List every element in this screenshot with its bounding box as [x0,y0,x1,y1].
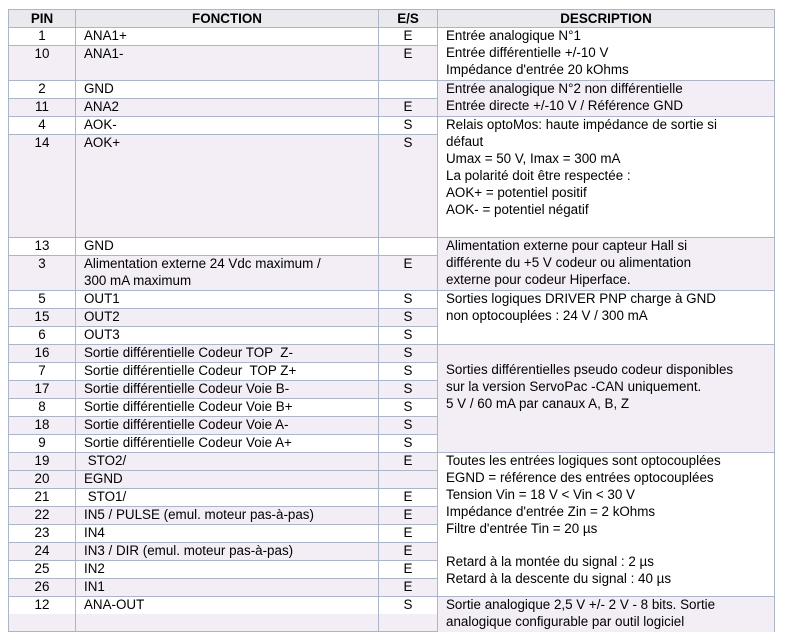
description-line [446,413,774,430]
fonction-cell: OUT2 [76,309,379,327]
pin-cell [9,273,76,291]
es-cell: S [379,309,438,327]
es-cell: S [379,417,438,435]
description-line: AOK- = potentiel négatif [446,201,589,217]
fonction-cell: Sortie différentielle Codeur Voie B+ [76,399,379,417]
description-cell [438,345,775,453]
pin-cell: 15 [9,309,76,327]
description-line: Sorties logiques DRIVER PNP charge à GND [446,291,716,306]
pin-cell: 23 [9,525,76,543]
es-cell: E [379,489,438,507]
header-description: DESCRIPTION [438,10,775,28]
es-cell: S [379,117,438,135]
fonction-cell: Sortie différentielle Codeur Voie A- [76,417,379,435]
fonction-cell: IN2 [76,561,379,579]
es-cell: S [379,381,438,399]
table-row [9,117,775,135]
pin-cell: 4 [9,117,76,135]
description-line: Toutes les entrées logiques sont optocouplées [446,453,721,468]
description-line: défaut [446,133,484,149]
es-cell: E [379,507,438,525]
fonction-cell: Alimentation externe 24 Vdc maximum / [76,256,379,274]
table-row [9,28,775,46]
fonction-cell: IN5 / PULSE (emul. moteur pas-à-pas) [76,507,379,525]
description-line: Alimentation externe pour capteur Hall si [446,238,688,253]
es-cell: S [379,135,438,153]
es-cell: E [379,99,438,117]
description-line: analogique configurable par outil logiciel [446,613,685,629]
description-cell [438,453,775,597]
table-row [9,597,775,615]
fonction-cell: OUT3 [76,327,379,345]
pin-cell: 9 [9,435,76,453]
es-cell: E [379,579,438,597]
fonction-cell [76,186,379,203]
description-line: Entrée directe +/-10 V / Référence GND [446,97,684,113]
fonction-cell: STO2/ [76,453,379,471]
pin-cell [9,152,76,169]
pin-cell: 5 [9,291,76,309]
es-cell [379,169,438,186]
description-line: EGND = référence des entrées optocouplées [446,469,714,485]
pin-cell: 11 [9,99,76,117]
description-cell [438,597,775,632]
table-row [9,291,775,309]
pin-cell: 10 [9,46,76,64]
fonction-cell: AOK+ [76,135,379,153]
description-cell [438,291,775,345]
es-cell: S [379,291,438,309]
pin-cell: 6 [9,327,76,345]
fonction-cell: ANA1+ [76,28,379,46]
es-cell [379,186,438,203]
description-line: Impédance d'entrée 20 kOhms [446,61,629,77]
es-cell [379,203,438,220]
pin-cell: 21 [9,489,76,507]
description-line: AOK+ = potentiel positif [446,184,587,200]
description-line: Sorties différentielles pseudo codeur disponibles [446,361,734,377]
table-row [9,453,775,471]
description-line: Umax = 50 V, Imax = 300 mA [446,150,621,166]
es-cell [379,63,438,81]
fonction-cell: Sortie différentielle Codeur TOP Z- [76,345,379,363]
pin-cell [9,203,76,220]
es-cell [379,220,438,238]
fonction-cell: EGND [76,471,379,489]
fonction-cell: GND [76,81,379,99]
pin-cell: 17 [9,381,76,399]
fonction-cell: GND [76,238,379,256]
es-cell [379,471,438,489]
es-cell [379,238,438,256]
es-cell [379,81,438,99]
description-line: Sortie analogique 2,5 V +/- 2 V - 8 bits. Sortie [446,597,716,612]
description-line: Retard à la montée du signal : 2 µs [446,554,654,570]
description-line: Retard à la descente du signal : 40 µs [446,571,672,587]
pin-cell: 22 [9,507,76,525]
pin-cell: 19 [9,453,76,471]
description-line [446,345,774,362]
description-cell [438,238,775,291]
pin-cell: 16 [9,345,76,363]
fonction-cell: STO1/ [76,489,379,507]
pin-cell [9,63,76,81]
fonction-cell [76,169,379,186]
es-cell: E [379,46,438,64]
description-line: Filtre d'entrée Tin = 20 µs [446,520,598,536]
description-line: Relais optoMos: haute impédance de sortie si [446,117,717,132]
header-row [9,10,775,28]
pinout-table [8,9,775,632]
fonction-cell: ANA-OUT [76,597,379,615]
fonction-cell: ANA2 [76,99,379,117]
fonction-cell: IN4 [76,525,379,543]
header-pin: PIN [9,10,76,28]
fonction-cell: 300 mA maximum [76,273,379,291]
description-line: sur la version ServoPac -CAN uniquement. [446,378,702,394]
pin-cell: 12 [9,597,76,615]
description-cell [438,81,775,117]
es-cell: E [379,453,438,471]
pin-cell: 26 [9,579,76,597]
description-line: Entrée analogique N°1 [446,28,581,43]
es-cell: S [379,399,438,417]
fonction-cell [76,220,379,238]
fonction-cell: Sortie différentielle Codeur TOP Z+ [76,363,379,381]
description-line: La polarité doit être respectée : [446,167,631,183]
description-line [446,430,774,447]
description-cell [438,117,775,238]
pin-cell: 20 [9,471,76,489]
pin-cell: 14 [9,135,76,153]
es-cell: E [379,525,438,543]
es-cell: E [379,256,438,274]
description-line: Impédance d'entrée Zin = 2 kOhms [446,503,656,519]
description-line: Entrée analogique N°2 non différentielle [446,81,683,96]
es-cell [379,152,438,169]
header-fonction: FONCTION [76,10,379,28]
description-line [446,325,774,342]
description-line: 5 V / 60 mA par canaux A, B, Z [446,395,630,411]
pin-cell: 7 [9,363,76,381]
fonction-cell [76,152,379,169]
table-row [9,81,775,99]
es-cell: S [379,597,438,615]
es-cell: S [379,363,438,381]
description-cell [438,28,775,81]
pin-cell: 18 [9,417,76,435]
fonction-cell [76,63,379,81]
fonction-cell: Sortie différentielle Codeur Voie B- [76,381,379,399]
description-line: Entrée différentielle +/-10 V [446,44,609,60]
es-cell: E [379,543,438,561]
fonction-cell: IN3 / DIR (emul. moteur pas-à-pas) [76,543,379,561]
es-cell: S [379,345,438,363]
pin-cell: 13 [9,238,76,256]
description-line [446,218,774,235]
es-cell: S [379,435,438,453]
es-cell [379,273,438,291]
pin-cell: 2 [9,81,76,99]
fonction-cell [76,203,379,220]
pin-cell [9,220,76,238]
fonction-cell: AOK- [76,117,379,135]
description-line: non optocouplées : 24 V / 300 mA [446,307,648,323]
fonction-cell: OUT1 [76,291,379,309]
description-line [446,538,774,555]
fonction-cell: ANA1- [76,46,379,64]
es-cell: S [379,327,438,345]
table-row [9,238,775,256]
fonction-cell: Sortie différentielle Codeur Voie A+ [76,435,379,453]
description-line: externe pour codeur Hiperface. [446,271,631,287]
pin-cell: 8 [9,399,76,417]
pin-cell: 25 [9,561,76,579]
description-line: Tension Vin = 18 V < Vin < 30 V [446,486,635,502]
pin-cell: 1 [9,28,76,46]
description-line: différente du +5 V codeur ou alimentation [446,254,692,270]
pin-cell [9,169,76,186]
es-cell: E [379,28,438,46]
table-row [9,345,775,363]
pin-cell [9,186,76,203]
pin-cell: 24 [9,543,76,561]
header-es: E/S [379,10,438,28]
fonction-cell: IN1 [76,579,379,597]
es-cell: E [379,561,438,579]
pin-cell: 3 [9,256,76,274]
